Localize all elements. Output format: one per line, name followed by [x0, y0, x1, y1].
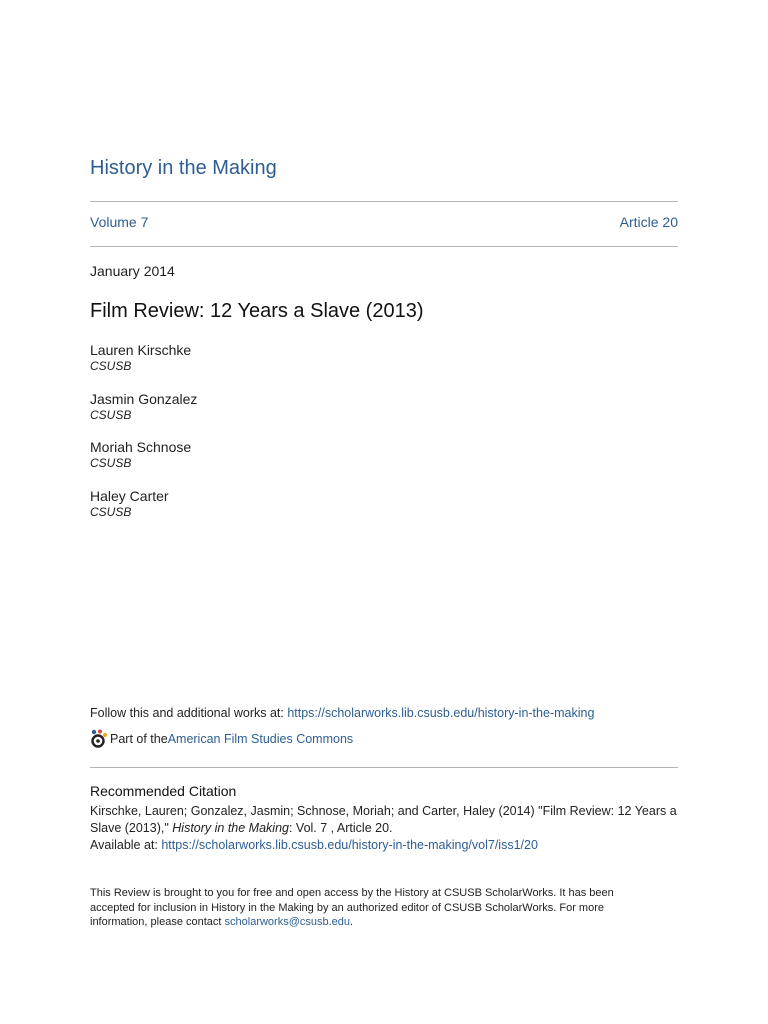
author-name: Jasmin Gonzalez	[90, 390, 198, 407]
author-entry	[90, 487, 490, 536]
citation-block	[90, 803, 680, 854]
author-affiliation: CSUSB	[90, 456, 132, 470]
citation-available	[90, 837, 680, 854]
author-name: Lauren Kirschke	[90, 342, 192, 358]
volume-link[interactable]: Volume 7	[90, 214, 149, 230]
citation-heading: Recommended Citation	[90, 783, 237, 799]
network-icon	[90, 729, 108, 749]
available-prefix: Available at:	[90, 838, 162, 852]
divider-header	[90, 246, 678, 247]
follow-line	[90, 706, 594, 720]
author-affiliation: CSUSB	[90, 504, 132, 519]
commons-link[interactable]: American Film Studies Commons	[167, 732, 354, 746]
author-name: Haley Carter	[90, 487, 169, 504]
citation-journal: History in the Making	[172, 821, 289, 835]
notice-end: .	[350, 916, 354, 928]
article-link[interactable]: Article 20	[619, 214, 678, 230]
author-entry	[90, 390, 490, 439]
publication-date: January 2014	[90, 263, 175, 279]
citation-text-before: Kirschke, Lauren; Gonzalez, Jasmin; Schnose, Moriah; and Carter, Haley (2014) "Film Review: 12 Years a Slave (2013),"	[90, 804, 677, 835]
author-entry	[90, 438, 490, 487]
author-entry	[90, 341, 490, 390]
author-affiliation: CSUSB	[90, 407, 132, 422]
document-title: Film Review: 12 Years a Slave (2013)	[90, 300, 424, 322]
divider-top	[90, 201, 678, 202]
author-name: Moriah Schnose	[90, 439, 192, 455]
part-of-prefix: Part of the	[110, 732, 168, 746]
follow-prefix: Follow this and additional works at:	[90, 706, 288, 720]
citation-text	[90, 803, 680, 837]
author-affiliation: CSUSB	[90, 359, 132, 373]
contact-email-link[interactable]: scholarworks@csusb.edu	[224, 916, 351, 928]
access-notice	[90, 886, 650, 930]
notice-text: This Review is brought to you for free and open access by the History at CSUSB ScholarWorks. It has been accepted for inclusion in History in the Making by an authorized editor of CSUSB ScholarWorks. For more information, please contact	[90, 887, 614, 928]
journal-title[interactable]: History in the Making	[90, 157, 277, 179]
citation-text-after: : Vol. 7 , Article 20.	[288, 821, 393, 835]
collection-link[interactable]: https://scholarworks.lib.csusb.edu/history-in-the-making	[287, 706, 595, 720]
divider-citation	[90, 767, 678, 768]
author-list	[90, 341, 490, 535]
article-url-link[interactable]: https://scholarworks.lib.csusb.edu/history-in-the-making/vol7/iss1/20	[161, 838, 538, 852]
part-of-line	[90, 729, 353, 749]
